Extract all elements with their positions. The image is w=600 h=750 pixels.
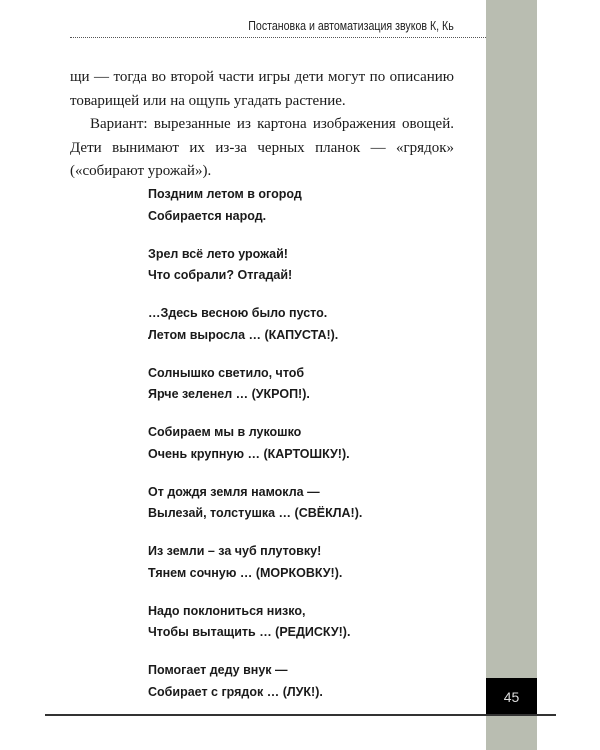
verse-line: Очень крупную … (КАРТОШКУ!). [148, 446, 350, 461]
poem [148, 184, 362, 720]
stanza [148, 601, 362, 644]
stanza [148, 244, 362, 287]
verse-line: От дождя земля намокла — [148, 484, 320, 499]
stanza [148, 303, 362, 346]
stanza [148, 541, 362, 584]
verse-line: Летом выросла … (КАПУСТА!). [148, 327, 339, 342]
verse-line: Что собрали? Отгадай! [148, 268, 293, 282]
header-divider [70, 37, 486, 38]
running-header: Постановка и автоматизация звуков К, Кь [248, 19, 454, 33]
verse-line: Из земли – за чуб плутовку! [148, 544, 322, 558]
body-text [70, 66, 454, 184]
verse-line: …Здесь весною было пусто. [148, 306, 328, 320]
page-number: 45 [486, 678, 537, 715]
verse-line: Солнышко светило, чтоб [148, 365, 305, 380]
verse-line: Помогает деду внук — [148, 663, 288, 677]
verse-line: Вылезай, толстушка … (СВЁКЛА!). [148, 506, 363, 520]
page-edge-band [486, 0, 537, 750]
footer-rule [45, 714, 556, 716]
verse-line: Надо поклониться низко, [148, 603, 306, 618]
stanza [148, 363, 362, 406]
stanza [148, 422, 362, 465]
paragraph: щи — тогда во второй части игры дети могут по описанию товарищей или на ощупь угадать растение. [70, 69, 454, 109]
stanza [148, 482, 362, 525]
verse-line: Собирается народ. [148, 208, 267, 223]
stanza [148, 184, 362, 227]
verse-line: Ярче зеленел … (УКРОП!). [148, 387, 310, 401]
verse-line: Зрел всё лето урожай! [148, 246, 288, 261]
verse-line: Чтобы вытащить … (РЕДИСКУ!). [148, 625, 351, 639]
verse-line: Собираем мы в лукошко [148, 425, 302, 439]
paragraph: Вариант: вырезанные из картона изображения овощей. Дети вынимают их из-за черных планок — «грядок» («собирают урожай»). [70, 116, 454, 179]
stanza [148, 660, 362, 703]
verse-line: Поздним летом в огород [148, 187, 302, 201]
verse-line: Собирает с грядок … (ЛУК!). [148, 684, 323, 699]
verse-line: Тянем сочную … (МОРКОВКУ!). [148, 565, 343, 580]
